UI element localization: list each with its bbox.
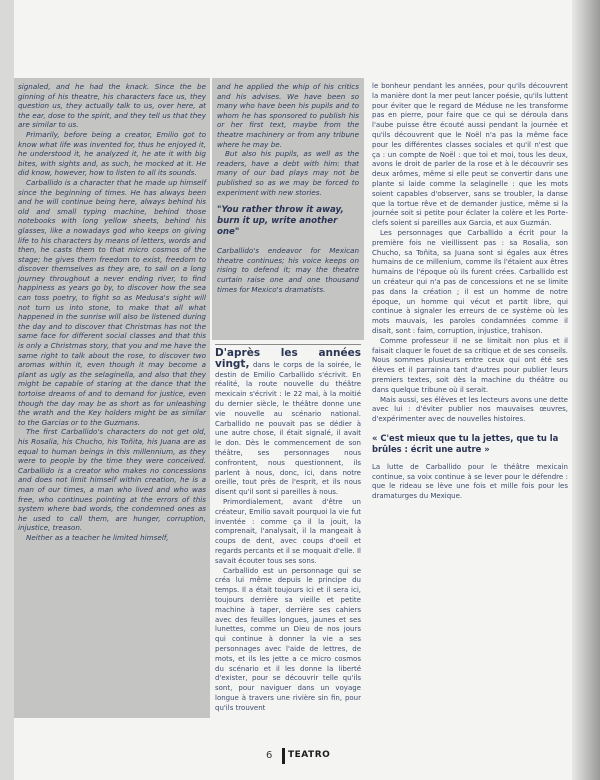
paragraph: Carballido is a character that he made up himself since the beginning of times. He has always been and he will continue being here, always behind his old and small typing machine, behind those notebooks with long yellow sheets, behind his glasses, like a nowadays god who keeps on giving life to his characters by means of letters, words and then, he casts them to that micro cosmos of the stage; he gives them freedom to exist, freedom to discover themselves as they are, to sail on a long journey throughout a never ending river, to find happiness as years go by, to discover how the sea can toss poetry, to fight so as Medusa's sight will not turn us into stone, to make that all what happened in the sunrise will also be listened during the day and to discover that Christmas has not the same face for different social classes and that this is only a Christmas story, that you and me have the same right to talk about the rose, to discover two aromas within it, even though it may become a plant as ugly as the selaginella, and also that they might be capable of staring at the dance that the tortoise dreams of and to demand for justice, even though the day may be as short as for unleashing the wrath and the Key holders might be as similar to the Garcias or to the Guzmans. [18, 177, 206, 427]
paragraph: signaled, and he had the knack. Since the be ginning of his theatre, his characters face us, they question us, they actually talk to us, over here, at the ear, dose to the spirit, and they tell us that they are similar to us. [18, 82, 206, 130]
page-edge-left [0, 0, 14, 780]
magazine-title: TEATRO [288, 750, 331, 760]
page-binding-shadow [572, 0, 600, 780]
section-headline: D'après les années vingt, [215, 347, 361, 370]
paragraph: Mais aussi, ses élèves et les lecteurs avons une dette avec lui : d'éviter publier nos mauvaises œuvres, d'expérimenter avec de nouvelles histoires. [372, 395, 568, 424]
paragraph: Comme professeur il ne se limitait non plus et il faisait claquer le fouet de sa critique et de ses conseils. Nous sommes plusieurs entre ceux qui ont été ses élèves et il parrainna tant d'autres pour publier leurs premiers textes, soit dès la machine du théâtre ou dans quelque tribune où il serait. [372, 336, 568, 394]
paragraph: But also his pupils, as well as the readers, have a debt with him: that many of our bad plays may not be published so as we may be forced to experiment with new stories. [217, 149, 359, 197]
paragraph: Carballido's endeavor for Mexican theatre continues; his voice keeps on rising to defend it; may the theatre curtain raise one and one thousand times for Mexico's dramatists. [217, 246, 359, 294]
footer-bar [282, 748, 285, 764]
pull-quote-english: "You rather throw it away, burn it up, write another one" [217, 205, 344, 238]
divider [215, 344, 361, 345]
paragraph [215, 349, 361, 498]
french-column-1 [212, 340, 364, 718]
page-number: 6 [266, 750, 273, 761]
paragraph: The first Carballido's characters do not get old, his Rosalia, his Chucho, his Toñita, his Juana are as equal to human beings in this millennium, as they were to people by the time they were conceived. Carballido is a creator who makes no concessions and does not limit himself within creation, he is a man of our times, a man who lived and who was free, who continues pointing at the errors of this system where bad words, the condemned ones as he used to call them, are hunger, corruption, injustice, treason. [18, 427, 206, 533]
paragraph: Carballido est un personnage qui se créa lui même depuis le principe du temps. Il a était toujours ici et il sera ici, toujours derrière sa vieille et petite machine à taper, derrière ses cahiers avec des feuilles longues, jaunes et ses lunettes, comme un Dieu de nos jours qui continue à donner la vie a ses personnages avec l'aide de lettres, de mots, et ils les jette a ce micro cosmos du scénario et il les donne la liberté d'exister, pour se découvrir telle qu'ils sont, pour naviguer dans un voyage longue à travers une rivière sin fin, pour qu'ils trouvent [215, 566, 361, 712]
page-footer [0, 748, 572, 768]
paragraph: and he applied the whip of his critics and his advises. We have been so many who have been his pupils and to whom he has sponsored to publish his or her first text, maybe from the theatre machinery or from any tribune where he may be. [217, 82, 359, 149]
pull-quote-french: « C'est mieux que tu la jettes, que tu la brûles : écrit une autre » [372, 432, 559, 454]
paragraph: Les personnages que Carballido a écrit pour la première fois ne vieillissent pas : sa Rosalia, son Chucho, sa Toñita, sa Juana sont si égales aux êtres humains de ce millenium, comme ils l'étaient aux êtres humains de l'époque où ils furent crées. Carballido est un créateur qui n'a pas de concessions et ne se limite pas dans la création ; il est un homme de notre époque, un homme qui vécut et partit libre, qui continue à signaler les erreurs de ce système où les mots mauvais, les paroles condamnées comme il disait, sont : faim, corruption, injustice, trahison. [372, 228, 568, 335]
paragraph: Neither as a teacher he limited himself, [26, 532, 169, 542]
paragraph: Primarily, before being a creator, Emilio got to know what life was invented for, thus he enjoyed it, he understood it, he analyzed it, he ate it with big bites, with sights and, as such, he mocked at it. He did know, however, how to listen to all its sounds. [18, 129, 206, 178]
french-column-2 [366, 78, 572, 718]
paragraph: La lutte de Carballido pour le théâtre mexicain continue, sa voix continue à se lever pour le défendre : que le rideau se lève une fois et mille fois pour les dramaturges du Mexique. [372, 462, 568, 501]
paragraph: Primordialement, avant d'être un créateur, Emilio savait pourquoi la vie fut inventée : comme ça il la jouit, la comprenait, l'analysait, il la mangeait à coups de dent, avec coups d'oeil et regards percants et il se moquait d'elle. Il savait écouter tous ses sons. [215, 497, 361, 565]
english-column-2 [212, 78, 364, 340]
english-column-1 [14, 78, 210, 718]
paragraph-lead: dans le corps de la soirée, le destin de Emilio Carballido s'écrivit. En réalité, la route nouvelle du théâtre mexicain s'écrivit : le 22 mai, à la moitié du dernier siècle, le théâtre donne une vie nouvelle au scénario national. Carballido ne pouvait pas se dédier à une autre chose, il était signalé, il avait le don. Dès le commencement de son théâtre, ses personnages nous confrontent, nous questionnent, ils parlent à nous, donc, ici, dans notre oreille, tout près de l'esprit, et ils nous disent qu'il sont si pareilles à nous. [215, 360, 361, 497]
paragraph: le bonheur pendant les années, pour qu'ils découvrent la manière dont la mer peut lancer poésie, qu'ils luttent pour éviter que le regard de Méduse ne les transforme pas en pierre, pour faire que ce qui se déroula dans l'aube puisse être écouté aussi pendant la journée et qu'ils découvrent que le Noël n'a pas la même face pour les différentes classes sociales et qu'il n'est que ça : un compte de Noël : que toi et moi, tous les deux, avons le droit de parler de la rose et à le découvrir ses deux arômes, même si elle peut se convertir dans une plante si laide comme la selaginelle : que les mots soient capables d'observer, sans se troubler, la danse que la tortue rêve et de demander justice, même si la journée soit si petite pour éclater la colère et les Porte-clefs soient si pareilles aux Garcia, et aux Guzmán. [372, 82, 568, 228]
